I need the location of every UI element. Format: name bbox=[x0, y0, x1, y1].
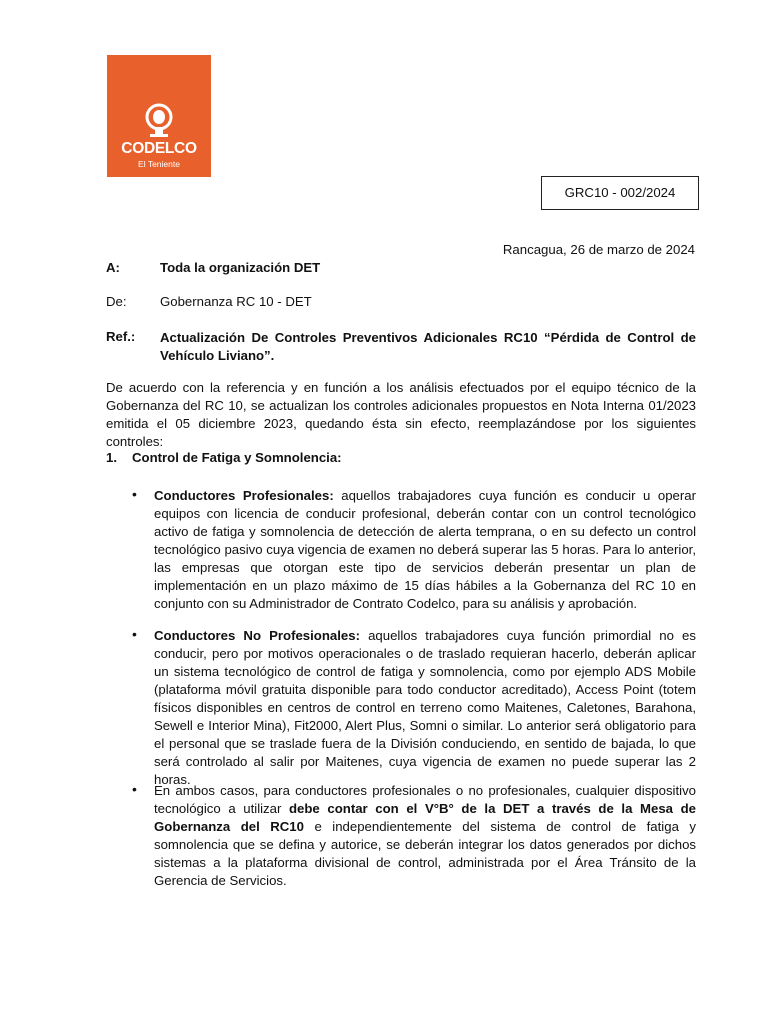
codelco-logo bbox=[107, 55, 211, 177]
to-value: Toda la organización DET bbox=[160, 260, 321, 275]
bullet-dot: • bbox=[132, 781, 137, 797]
bullet-dot: • bbox=[132, 486, 137, 502]
bullet-bold-label: debe contar con el V°B° de la DET a través de la Mesa de Gobernanza del RC10 bbox=[154, 801, 696, 834]
to-label: A: bbox=[106, 260, 120, 275]
bullet-both-cases bbox=[154, 782, 696, 890]
bullet-professional bbox=[154, 487, 696, 613]
place-date: Rancagua, 26 de marzo de 2024 bbox=[502, 242, 695, 257]
section-number: 1. bbox=[106, 450, 117, 465]
bullet-body: e independientemente del sistema de control de fatiga y somnolencia que se defina y autorice, se deberán integrar los datos generados por dichos sistemas a la plataforma divisional de control, administrada por el Área Tránsito de la Gerencia de Servicios. bbox=[154, 819, 696, 888]
document-code: GRC10 - 002/2024 bbox=[541, 176, 699, 210]
bullet-body: aquellos trabajadores cuya función primordial no es conducir, pero por motivos operacionales o de traslado requieran hacerlo, deberán aplicar un sistema tecnológico de control de fatiga y somnolencia, como por ejemplo ADS Mobile (plataforma móvil gratuita disponible para todo conductor acreditado), Access Point (totem físicos disponibles en centros de control en terreno como Maitenes, Caletones, Barahona, Sewell e Interior Mina), Fit2000, Alert Plus, Somni o similar. Lo anterior será obligatorio para el personal que se traslade fuera de la División conduciendo, en sentido de bajada, lo que será controlado al salir por Maitenes, cuya vigencia de examen no puede superar las 2 horas. bbox=[154, 628, 696, 787]
section-heading bbox=[106, 450, 342, 465]
intro-paragraph: De acuerdo con la referencia y en función a los análisis efectuados por el equipo técnico de la Gobernanza del RC 10, se actualizan los controles adicionales propuestos en Nota Interna 01/2023 emitida el 05 diciembre 2023, quedando ésta sin efecto, reemplazándose por los siguientes controles: bbox=[106, 380, 696, 449]
bullet-body: aquellos trabajadores cuya función es conducir u operar equipos con licencia de conducir profesional, deberán contar con un control tecnológico activo de fatiga y somnolencia de detección de alerta temprana, o en su defecto un control tecnológico pasivo cuya vigencia de examen no deberá superar las 5 horas. Para lo anterior, las empresas que otorgan este tipo de servicios deberán presentar un plan de implementación en un plazo máximo de 15 días hábiles a la Gobernanza del RC 10 en conjunto con su Administrador de Contrato Codelco, para su análisis y aprobación. bbox=[154, 488, 696, 611]
bullet-bold-label: Conductores Profesionales: bbox=[154, 488, 334, 503]
bullet-dot: • bbox=[132, 626, 137, 642]
ref-label: Ref.: bbox=[106, 329, 136, 344]
logo-brand: CODELCO bbox=[121, 140, 197, 157]
from-value: Gobernanza RC 10 - DET bbox=[160, 294, 312, 309]
from-label: De: bbox=[106, 294, 127, 309]
bullet-pre: En ambos casos, para conductores profesionales o no profesionales, cualquier dispositivo tecnológico a utilizar bbox=[154, 783, 696, 816]
ref-value: Actualización De Controles Preventivos Adicionales RC10 “Pérdida de Control de Vehículo Liviano”. bbox=[160, 330, 696, 363]
codelco-emblem-icon bbox=[141, 103, 177, 139]
logo-subtitle: El Teniente bbox=[138, 159, 180, 169]
section-title: Control de Fatiga y Somnolencia: bbox=[132, 450, 342, 465]
bullet-bold-label: Conductores No Profesionales: bbox=[154, 628, 360, 643]
bullet-non-professional bbox=[154, 627, 696, 789]
